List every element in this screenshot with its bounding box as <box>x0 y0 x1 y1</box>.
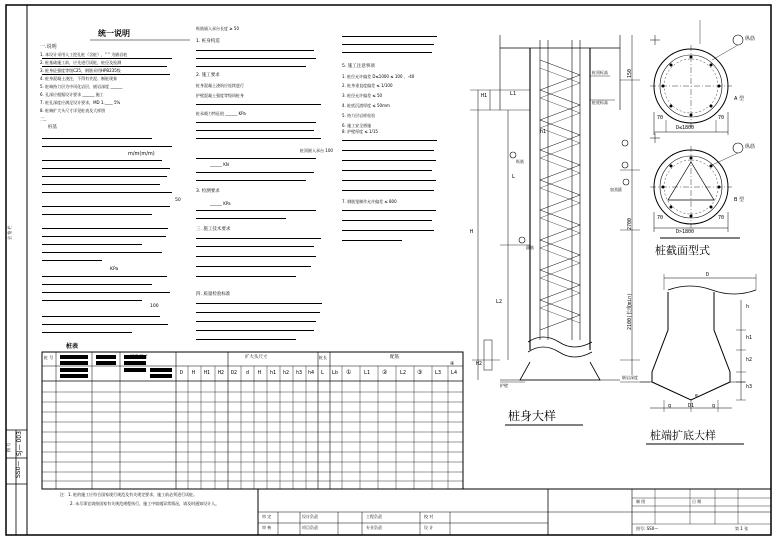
notes-section-1: 一.说明 <box>40 44 57 50</box>
tb-project-lead: 工程负责 <box>366 514 382 519</box>
notes-param-100: 100 <box>150 304 159 309</box>
bell-label-embed: 嵌岩深度 <box>622 375 638 380</box>
notes-item-3: 3. 桩身砼强度等级C25，钢筋采用HPB235级 <box>40 68 121 73</box>
rebar-4-len: L4 <box>451 370 458 376</box>
bell-dim-h1: h1 <box>746 335 753 341</box>
label-stirrup: 箍筋 <box>526 245 534 250</box>
pile-section-b <box>650 133 743 232</box>
table-col-pileno: 桩 号 <box>44 355 54 360</box>
tb-review: 审 核 <box>262 525 272 530</box>
section-b-dim: D>1800 <box>676 229 695 235</box>
rebar-3-mark: ③ <box>417 369 423 376</box>
table-sub-H-b: H <box>258 370 262 376</box>
mid-item-2: 桩身混凝土浇筑应连续进行 <box>196 83 244 88</box>
bell-dim-g-right: g <box>712 403 716 409</box>
notes-item-2: 2. 桩基础施工前，应先进行试桩，桩径及检测 <box>40 60 122 65</box>
right-note-1: 1. 桩位允许偏差 D≤1000 ≤ 100 ，-40 <box>342 74 415 79</box>
dim-L2: L2 <box>496 299 503 305</box>
dim-h1: h1 <box>540 129 547 135</box>
tb-approve: 审 定 <box>262 514 272 519</box>
rebar-2-len: L2 <box>400 370 407 376</box>
table-sub-h3: h3 <box>296 370 303 376</box>
bell-dim-D: D <box>706 272 710 278</box>
notes-item-7: 7. 桩孔深度应满足设计要求，MD 1.____ 5% <box>40 100 121 105</box>
table-col-length: 桩长 <box>319 355 327 360</box>
right-note-2: 2. 桩身垂直度偏差 ≤ 1/100 <box>342 83 393 88</box>
mid-item-3: 护壁混凝土强度等级同桩身 <box>196 93 244 98</box>
section-b-type: B 型 <box>734 197 745 203</box>
side-sheet-number: SJ— 003 <box>16 431 23 456</box>
rebar-4-mark: ④ <box>450 361 455 367</box>
bell-dim-D1: D1 <box>688 403 695 409</box>
rebar-1-len: L1 <box>364 370 371 376</box>
mid-item-7: ______ KPa <box>210 201 231 206</box>
label-hoop: 加劲箍 <box>610 187 622 192</box>
section-a-label-bar: 纵筋 <box>745 36 756 42</box>
rebar-3-len: L3 <box>435 370 442 376</box>
notes-section-2: 二. <box>40 117 47 123</box>
right-note-8: 8. 护壁厚度 ≤ 1/15 <box>342 129 378 134</box>
table-sub-h2: h2 <box>283 370 290 376</box>
section-b-label-bar: 纵筋 <box>745 144 756 150</box>
pile-table-heading: 桩表 <box>66 343 79 350</box>
table-col-bell: 扩大头尺寸 <box>245 355 268 360</box>
rebar-1-mark: ① <box>346 369 352 376</box>
table-sub-Lb: Lb <box>332 370 339 376</box>
section-b-70-left: 70 <box>657 215 664 221</box>
notes-title: 统一说明 <box>98 29 130 38</box>
section-a-dim: D≤1800 <box>676 125 695 131</box>
tb-date: 日 期 <box>692 499 702 504</box>
side-stamp: 图 号 <box>6 442 11 452</box>
label-lining: 护壁 <box>500 383 508 388</box>
table-sub-L: L <box>321 370 325 376</box>
footnote-2: 2. 未尽事宜请按国家有关规范规程执行，施工中如遇异常情况，请及时通知设计人。 <box>70 501 220 506</box>
bell-dim-h2: h2 <box>746 357 753 363</box>
right-note-7: 7. 钢筋笼制作允许偏差 ≤ 800 <box>342 199 397 204</box>
table-sub-D2: D2 <box>231 370 238 376</box>
notes-item-1: 1. 本设计采用人工挖孔桩（含桩），" " 为嵌岩桩 <box>40 52 128 57</box>
tb-drawing-no: 图号: SS0— <box>636 526 659 531</box>
notes-item-6: 6. 孔深应根据设计要求 ______ 施工 <box>40 92 104 97</box>
title-block <box>258 489 771 535</box>
table-col-dims: 桩身尺寸 <box>130 355 148 360</box>
pile-body-drawing <box>470 35 640 382</box>
bell-dim-g-left: g <box>668 403 672 409</box>
dim-L1: L1 <box>510 91 517 97</box>
tb-discipline-lead: 专业负责 <box>366 525 382 530</box>
pile-section-a <box>650 20 743 135</box>
pile-body-title: 桩身大样 <box>508 409 557 423</box>
label-bottom-elev: 桩底标高 <box>592 100 608 105</box>
label-top-elev: 桩顶标高 <box>592 70 608 75</box>
section-a-70-left: 70 <box>657 115 664 121</box>
mid-section-3: 三. 施工技术要求 <box>196 227 231 232</box>
mid-heading-3: 3. 检测要求 <box>196 189 220 194</box>
bell-title: 桩端扩底大样 <box>650 429 716 442</box>
mid-item-1: 纵筋锚入承台长度 ≥ 50 <box>196 26 239 31</box>
right-note-4: 4. 桩底沉渣厚度 ≤ 50mm <box>342 103 390 108</box>
notes-item-5: 5. 桩端持力层为中风化岩层，嵌岩深度 ______ <box>40 84 123 89</box>
table-sub-d: d <box>246 370 250 376</box>
tb-design: 设 计 <box>424 525 434 530</box>
section-a-type: A 型 <box>734 96 745 102</box>
tb-design-lead: 设计负责 <box>302 514 318 519</box>
mid-section-4: 四. 质量检验标准 <box>196 292 231 297</box>
mid-heading-2: 2. 施工要求 <box>196 73 220 78</box>
tb-sheet: 第 1 张 <box>735 526 749 531</box>
tb-project-mgr: 项目负责 <box>302 525 318 530</box>
dim-150: 150 <box>627 68 633 78</box>
mid-item-5: 桩顶嵌入承台 100 <box>300 148 333 153</box>
notes-item-8: 8. 桩端扩大头尺寸详见桩表及大样图 <box>40 108 106 113</box>
table-sub-H2: H2 <box>218 370 225 376</box>
dim-2100: 2100(长度min) <box>627 292 633 330</box>
table-col-rebar: 配筋 <box>390 355 399 360</box>
section-b-70-right: 70 <box>718 215 725 221</box>
notes-subheading: 桩基 <box>48 125 57 130</box>
table-sub-H: H <box>192 370 196 376</box>
dim-H2: H2 <box>476 361 483 367</box>
notes-param-kpa: KPa <box>110 267 119 272</box>
pile-table-header-blocks <box>60 355 172 378</box>
mid-item-6: ______ KN <box>210 162 229 167</box>
table-sub-D: D <box>180 370 184 376</box>
bell-dim-h3: h3 <box>746 384 753 390</box>
notes-param-unit: m/m(m/m) <box>128 151 155 157</box>
section-a-70-right: 70 <box>718 115 725 121</box>
table-sub-H1: H1 <box>204 370 211 376</box>
footnote-1: 注：1. 桩的施工应符合国家现行规范及有关规定要求，施工前必须进行试桩。 <box>60 492 198 497</box>
right-note-5: 5. 持力层岩样检验 <box>342 113 376 118</box>
side-signoff-label: 会 签 栏 <box>7 225 12 240</box>
dim-H: H <box>470 229 474 235</box>
label-main-bar: 纵筋 <box>516 159 524 164</box>
mid-heading-1: 1. 桩身构造 <box>196 39 220 44</box>
mid-item-4: 桩承载力特征值 ______ KPa <box>196 111 246 116</box>
table-sub-h1: h1 <box>270 370 277 376</box>
tb-check: 校 对 <box>424 514 434 519</box>
right-note-6: 6. 施工安全措施 <box>342 123 372 128</box>
bell-detail-drawing <box>620 274 756 412</box>
notes-item-4: 4. 桩身混凝土浇注，不得有夹泥、断桩现象 <box>40 76 118 81</box>
section-title: 桩截面型式 <box>655 244 710 257</box>
notes-param-50: 50 <box>175 198 181 203</box>
side-drawing-code: SS0— <box>15 460 22 478</box>
rebar-2-mark: ② <box>382 369 388 376</box>
dim-L: L <box>512 174 516 180</box>
dim-H1: H1 <box>481 93 488 99</box>
bell-dim-h: h <box>746 304 750 310</box>
tb-drawn: 制 图 <box>636 499 646 504</box>
right-notes-heading: 5. 施工注意事项 <box>342 64 375 69</box>
right-note-3: 3. 桩径允许偏差 ≤ 50 <box>342 93 383 98</box>
table-sub-h4: h4 <box>308 370 315 376</box>
dim-2700: 2700 <box>627 217 633 230</box>
bell-dim-e: e <box>695 393 699 399</box>
